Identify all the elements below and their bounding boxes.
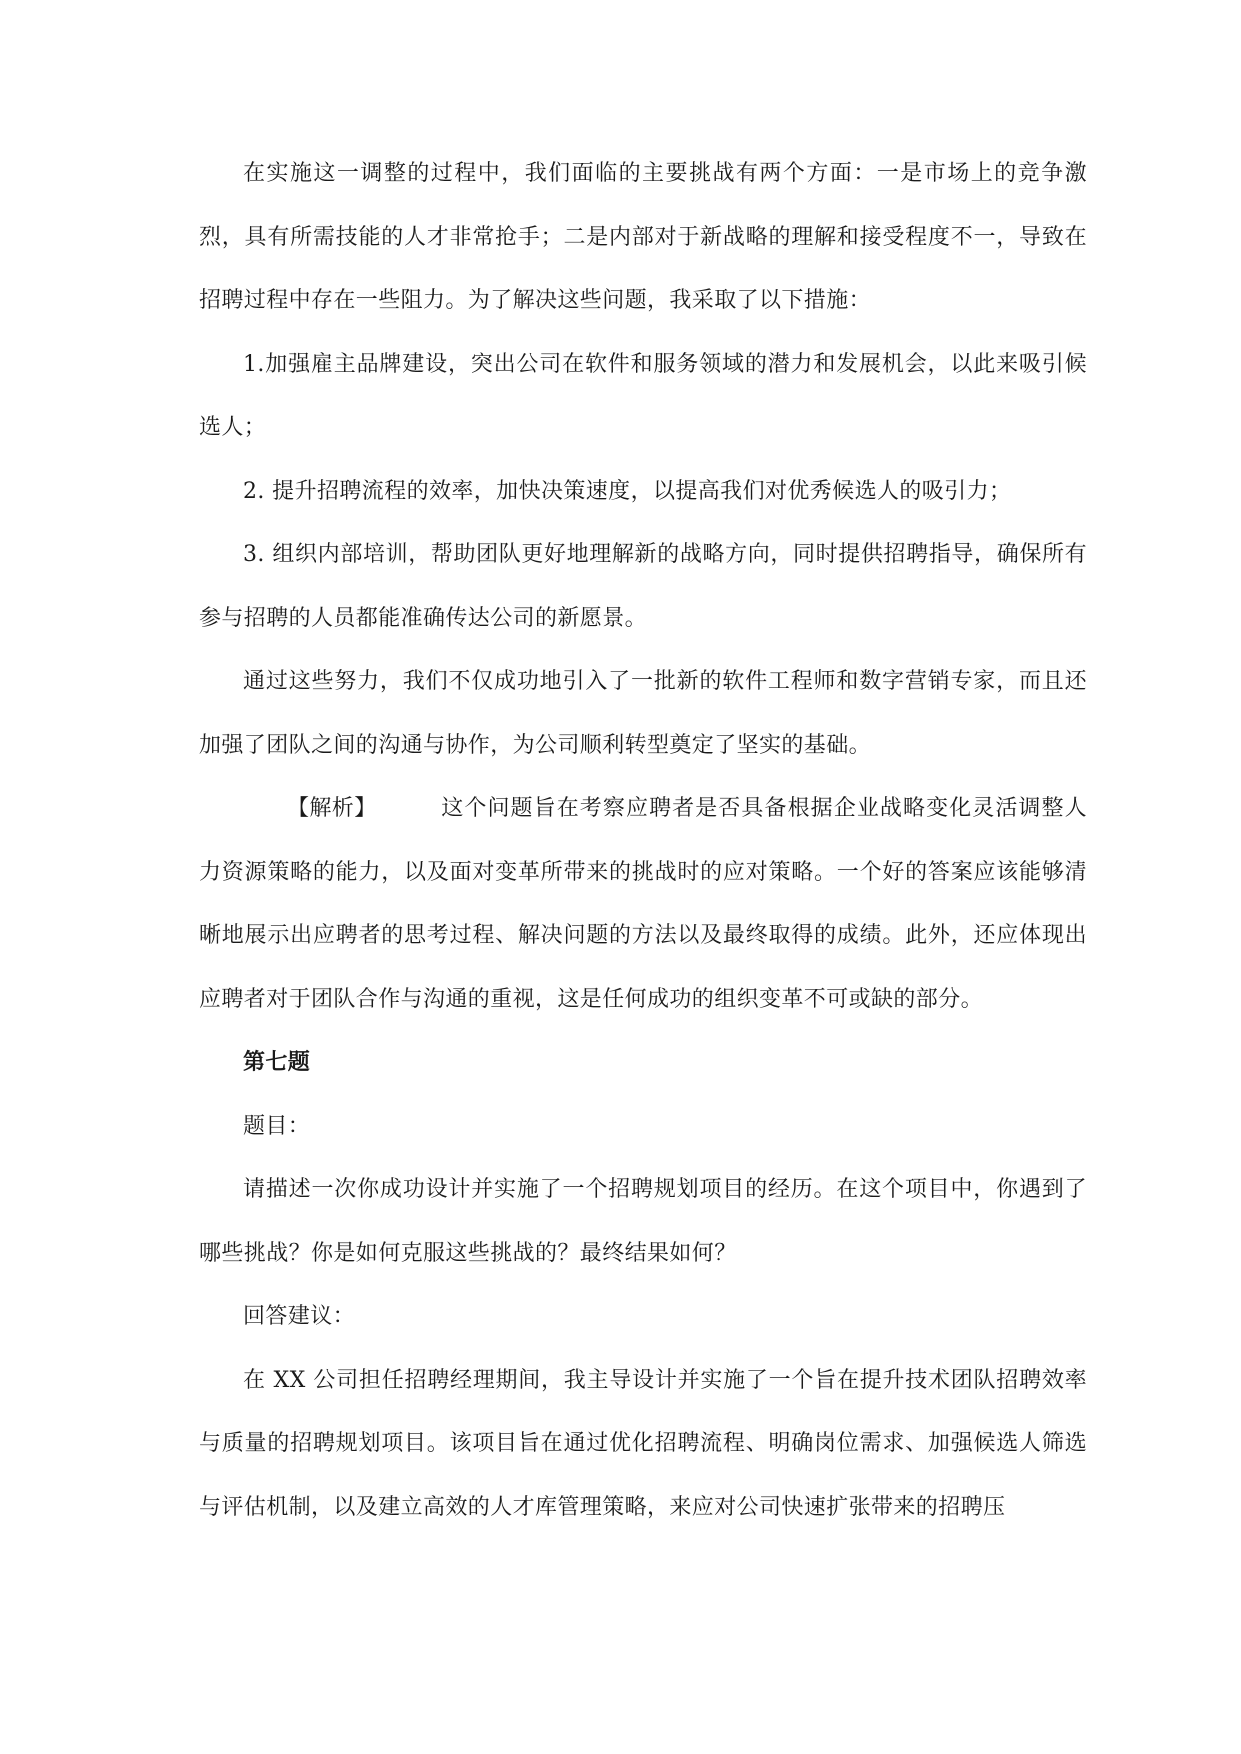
list-item-3: 3. 组织内部培训，帮助团队更好地理解新的战略方向，同时提供招聘指导，确保所有参与招聘的人员都能准确传达公司的新愿景。 bbox=[199, 542, 1087, 631]
paragraph-challenges: 在实施这一调整的过程中，我们面临的主要挑战有两个方面：一是市场上的竞争激烈，具有所需技能的人才非常抢手；二是内部对于新战略的理解和接受程度不一，导致在招聘过程中存在一些阻力。为了解决这些问题，我采取了以下措施： bbox=[199, 161, 1087, 313]
analysis-text: 这个问题旨在考察应聘者是否具备根据企业战略变化灵活调整人力资源策略的能力，以及面对变革所带来的挑战时的应对策略。一个好的答案应该能够清晰地展示出应聘者的思考过程、解决问题的方法以及最终取得的成绩。此外，还应体现出应聘者对于团队合作与沟通的重视，这是任何成功的组织变革不可或缺的部分。 bbox=[199, 796, 1087, 1012]
section-heading: 第七题 bbox=[243, 1050, 311, 1075]
analysis-tag: 【解析】 bbox=[287, 796, 377, 821]
answer-label: 回答建议： bbox=[243, 1304, 356, 1329]
paragraph-analysis bbox=[199, 777, 1087, 1031]
document-body bbox=[199, 142, 1087, 1539]
list-item-1: 1.加强雇主品牌建设，突出公司在软件和服务领域的潜力和发展机会，以此来吸引候选人； bbox=[199, 351, 1087, 440]
question-text: 请描述一次你成功设计并实施了一个招聘规划项目的经历。在这个项目中，你遇到了哪些挑战？你是如何克服这些挑战的？最终结果如何？ bbox=[199, 1177, 1087, 1266]
list-item-2: 2. 提升招聘流程的效率，加快决策速度，以提高我们对优秀候选人的吸引力； bbox=[243, 478, 1012, 504]
paragraph-result: 通过这些努力，我们不仅成功地引入了一批新的软件工程师和数字营销专家，而且还加强了团队之间的沟通与协作，为公司顺利转型奠定了坚实的基础。 bbox=[199, 669, 1087, 758]
question-label: 题目： bbox=[243, 1113, 311, 1139]
answer-text: 在 XX 公司担任招聘经理期间，我主导设计并实施了一个旨在提升技术团队招聘效率与质量的招聘规划项目。该项目旨在通过优化招聘流程、明确岗位需求、加强候选人筛选与评估机制，以及建立高效的人才库管理策略，来应对公司快速扩张带来的招聘压 bbox=[199, 1367, 1087, 1520]
